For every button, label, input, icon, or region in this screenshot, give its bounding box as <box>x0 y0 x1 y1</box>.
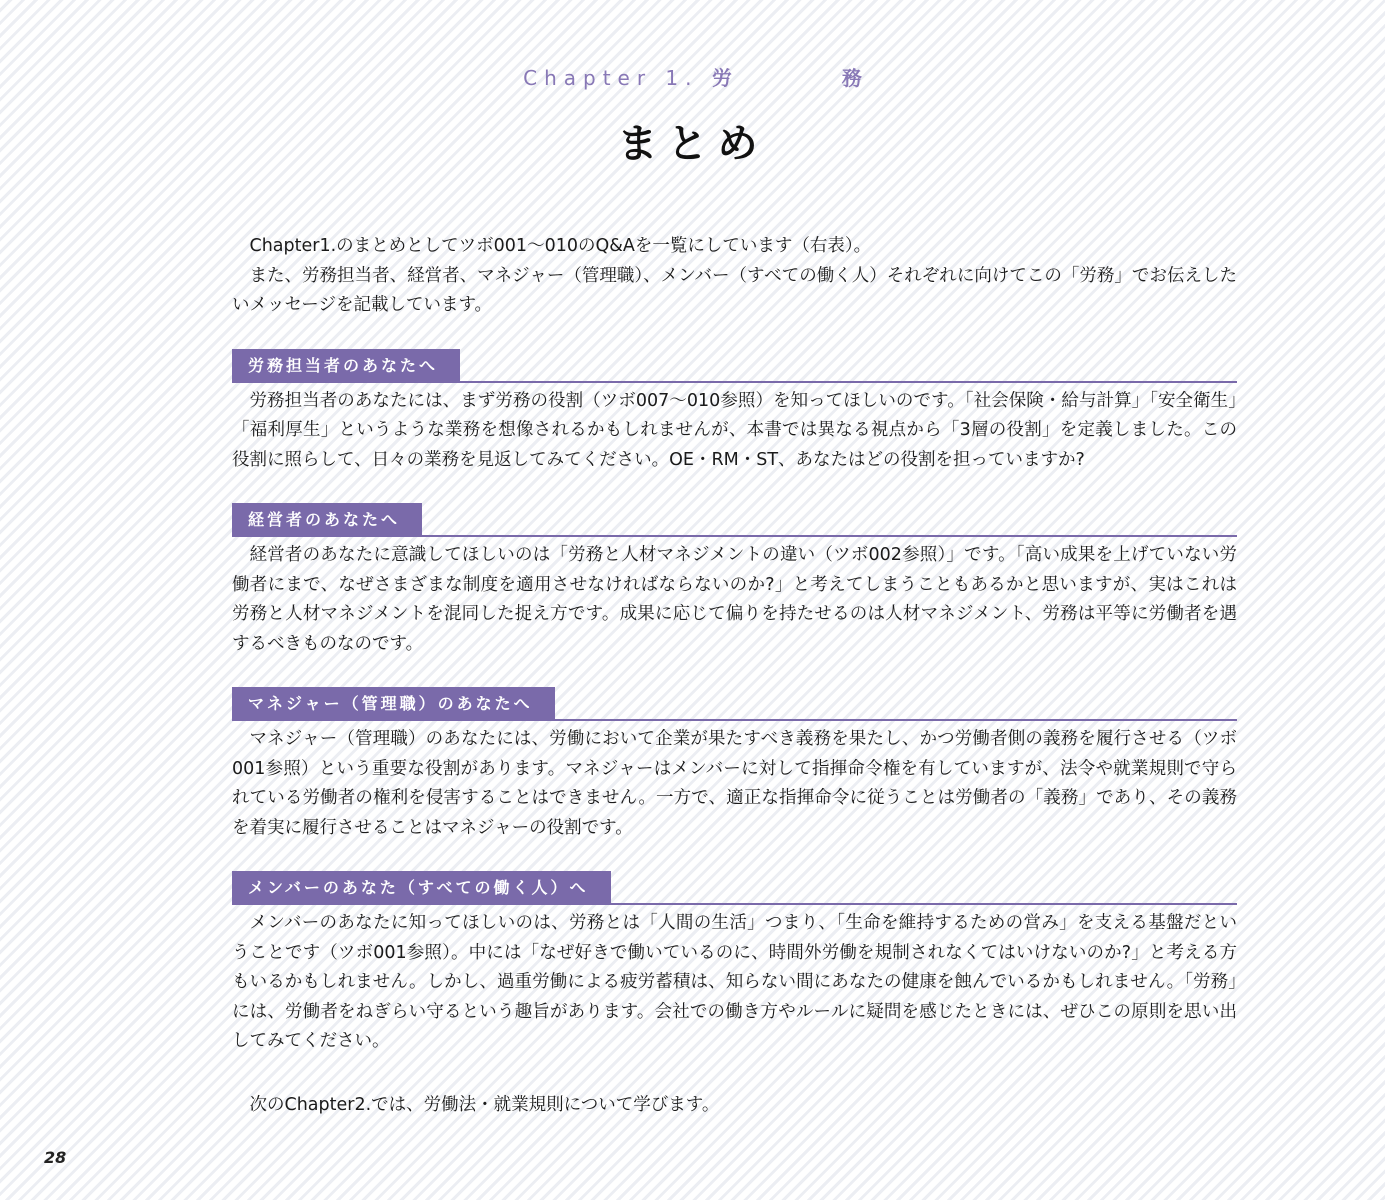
main-content <box>232 232 1237 1120</box>
section-body: 労務担当者のあなたには、まず労務の役割（ツボ007～010参照）を知ってほしいのです。「社会保険・給与計算」「安全衛生」「福利厚生」というような業務を想像されるかもしれませんが、本書では異なる視点から「3層の役割」を定義しました。この役割に照らして、日々の業務を見返してみてください。OE・RM・ST、あなたはどの役割を担っていますか? <box>232 390 1237 470</box>
chapter-title-char-1: 労 <box>711 66 732 90</box>
section-heading <box>232 867 1237 905</box>
section-body: マネジャー（管理職）のあなたには、労働において企業が果たすべき義務を果たし、かつ労働者側の義務を履行させる（ツボ001参照）という重要な役割があります。マネジャーはメンバーに対して指揮命令権を有していますが、法令や就業規則で守られている労働者の権利を侵害することはできません。一方で、適正な指揮命令に従うことは労働者の「義務」であり、その義務を着実に履行させることはマネジャーの役割です。 <box>232 729 1237 838</box>
section-hr-staff <box>232 345 1237 476</box>
section-executive <box>232 499 1237 659</box>
section-member <box>232 867 1237 1057</box>
intro-paragraph-1: Chapter1.のまとめとしてツボ001～010のQ&Aを一覧にしています（右表）。 <box>249 236 872 256</box>
chapter-label: Chapter 1. <box>523 66 699 90</box>
section-heading <box>232 683 1237 721</box>
chapter-title-char-2: 務 <box>841 66 862 90</box>
section-heading <box>232 345 1237 383</box>
section-heading-label: 労務担当者のあなたへ <box>232 349 460 383</box>
section-body: メンバーのあなたに知ってほしいのは、労務とは「人間の生活」つまり、「生命を維持するための営み」を支える基盤だということです（ツボ001参照）。中には「なぜ好きで働いているのに、時間外労働を規制されなくてはいけないのか?」と考える方もいるかもしれません。しかし、過重労働による疲労蓄積は、知らない間にあなたの健康を蝕んでいるかもしれません。「労務」には、労働者をねぎらい守るという趣旨があります。会社での働き方やルールに疑問を感じたときには、ぜひこの原則を思い出してみてください。 <box>232 913 1237 1051</box>
chapter-header <box>0 62 1385 91</box>
section-heading-label: マネジャー（管理職）のあなたへ <box>232 687 555 721</box>
section-body: 経営者のあなたに意識してほしいのは「労務と人材マネジメントの違い（ツボ002参照）」です。「高い成果を上げていない労働者にまで、なぜさまざまな制度を適用させなければならないのか?」と考えてしまうこともあるかと思いますが、実はこれは労務と人材マネジメントを混同した捉え方です。成果に応じて偏りを持たせるのは人材マネジメント、労務は平等に労働者を遇するべきものなのです。 <box>232 545 1237 654</box>
section-heading-label: 経営者のあなたへ <box>232 503 422 537</box>
section-heading-label: メンバーのあなた（すべての働く人）へ <box>232 871 611 905</box>
intro <box>232 232 1237 321</box>
page-number: 28 <box>44 1148 67 1167</box>
section-manager <box>232 683 1237 843</box>
section-heading <box>232 499 1237 537</box>
intro-paragraph-2: また、労務担当者、経営者、マネジャー（管理職）、メンバー（すべての働く人）それぞれに向けてこの「労務」でお伝えしたいメッセージを記載しています。 <box>232 265 1237 315</box>
page-title: まとめ <box>617 121 768 167</box>
closing-paragraph: 次のChapter2.では、労働法・就業規則について学びます。 <box>249 1094 720 1115</box>
